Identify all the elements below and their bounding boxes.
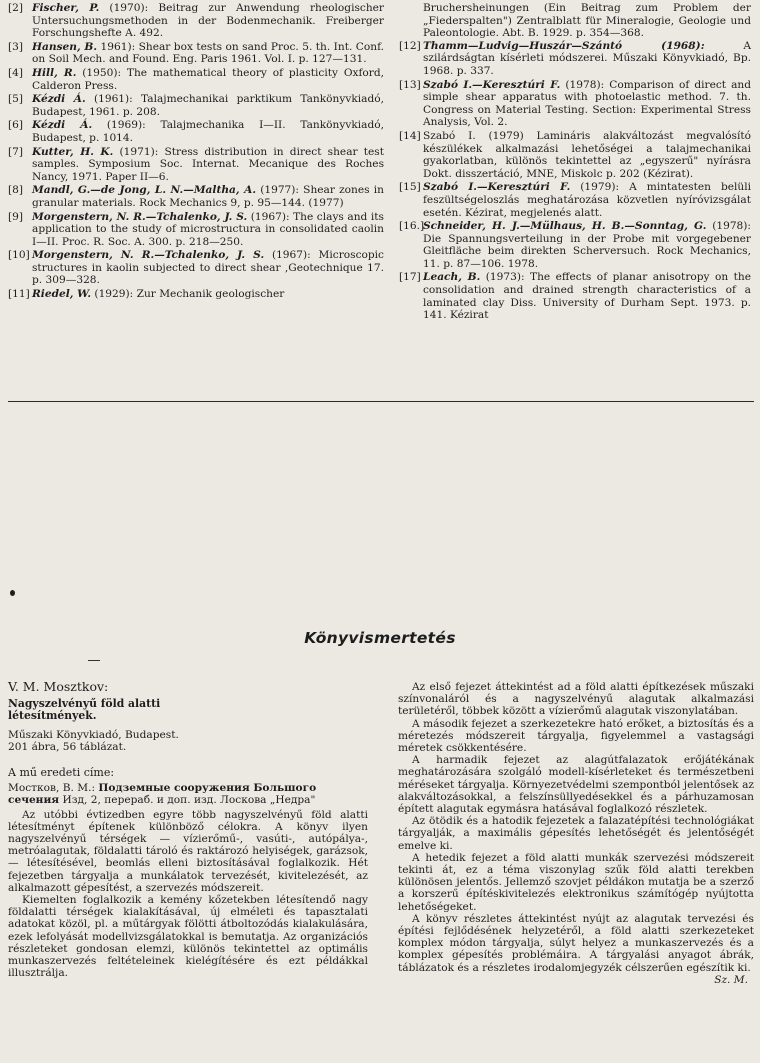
reference-text: [32, 146, 384, 184]
reference-authors: Hill, R.: [32, 66, 77, 79]
reference-authors: Szabó I.—Keresztúri F.: [423, 78, 561, 91]
review-book-meta: [8, 729, 368, 753]
reference-number: [14]: [399, 129, 421, 142]
reference-details: (1967): The clays and its application to the study of microstructura in consolidated caolin I—II. Proc. R. Soc. A. 300. p. 218—250.: [32, 210, 384, 248]
reference-authors: Riedel, W.: [32, 288, 92, 301]
reference-authors: Morgenstern, N. R.—Tchalenko, J. S.: [32, 249, 265, 262]
reference-details: (1967): Microscopic structures in kaolin subjected to direct shear ,Geotechnique 17. p. 309—328.: [32, 249, 384, 287]
review-paragraph: Az utóbbi évtizedben egyre több nagyszelvényű föld alatti létesítményt építenek különböző célokra. A könyv ilyen nagyszelvényű térségek — vízierőmű-, vasúti-, autópálya-, metróalagutak, földalatti tároló és raktározó helyiségek, garázsok, — létesítésével, beomlás elleni biztosításával foglalkozik. Hét fejezetben tárgyalja a munkálatok tervezését, kivitelezését, az alkalmazott gépesítést, a szervezés módszereit.: [8, 808, 368, 894]
reference-details: A szilárdságtan kísérleti módszerei. Műszaki Könyvkiadó, Bp. 1968. p. 337.: [423, 39, 751, 77]
reference-text: [32, 249, 384, 287]
reference-entry: [8, 41, 384, 66]
reference-entry: [399, 181, 751, 219]
reference-number: [2]: [8, 2, 24, 14]
review-publisher: Műszaki Könyvkiadó, Budapest.: [8, 728, 179, 741]
reference-text: [32, 67, 384, 92]
references-right-column: [399, 2, 751, 323]
reference-entry: [8, 93, 384, 118]
reference-number: [12]: [399, 39, 421, 52]
reference-text: [32, 93, 384, 118]
reference-number: [7]: [8, 145, 24, 158]
reference-number: [15]: [399, 181, 421, 194]
original-title-main: Подземные сооружения Большого сечения: [8, 782, 317, 807]
reference-authors: Kézdi Á.: [32, 93, 86, 106]
reference-text: [32, 41, 384, 66]
reference-entry: [8, 2, 384, 40]
review-figures: 201 ábra, 56 táblázat.: [8, 740, 127, 753]
reference-number: [11]: [8, 288, 30, 301]
reference-number: [16.]: [399, 220, 425, 233]
reference-entry: [399, 220, 751, 270]
reference-authors: Hansen, B.: [32, 40, 98, 53]
review-paragraph: A hetedik fejezet a föld alatti munkák szervezési módszereit tekinti át, ez a téma viszonylag szűk föld alatti terekben különösen jelentős. Jellemző szovjet példákon mutatja be a szerző a korszerű építéskivitelezés elektronikus számítógép nyújtotta lehetőségeket.: [398, 851, 754, 913]
reference-authors: Fischer, P.: [32, 2, 100, 14]
reference-entry: [399, 271, 751, 321]
reference-entry: [8, 249, 384, 287]
reference-text: [423, 130, 751, 180]
reference-details: (1973): The effects of planar anisotropy on the consolidation and drained strength characteristics of a laminated clay Diss. University of Durham Sept. 1973. p. 141. Kézirat: [423, 271, 751, 322]
reference-entry: [8, 146, 384, 184]
ink-dot: [10, 590, 15, 596]
ink-dash: [88, 660, 100, 661]
reference-details: (1969): Talajmechanika I—II. Tankönyvkiadó, Budapest, p. 1014.: [32, 119, 384, 144]
review-book-author: V. M. Mosztkov:: [8, 679, 109, 694]
reference-details: 1961): Shear box tests on sand Proc. 5. th. Int. Conf. on Soil Mech. and Found. Eng. Paris 1961. Vol. I. p. 127—131.: [32, 40, 384, 66]
reference-text: [423, 40, 751, 78]
reference-authors: Kutter, H. K.: [32, 145, 114, 158]
reference-entry: [399, 40, 751, 78]
reference-text: [423, 181, 751, 219]
review-paragraph: Az első fejezet áttekintést ad a föld alatti építkezések műszaki színvonaláról és a nagyszelvényű alagutak alkalmazási területéről, többek között a vízierőmű alagutak viszonylatában.: [398, 681, 754, 718]
reference-authors: Szabó I.—Keresztúri F.: [423, 181, 571, 194]
reference-text: [423, 79, 751, 129]
references-left-column: [8, 2, 384, 302]
reference-details: (1970): Beitrag zur Anwendung rheologischer Untersuchungsmethoden in der Bodenmechanik. Freiberger Forschungshefte A. 492.: [32, 2, 384, 40]
reference-entry: [8, 119, 384, 144]
reference-number: [13]: [399, 78, 421, 91]
reference-number: [5]: [8, 93, 24, 106]
review-left-column: [8, 681, 368, 979]
reference-entry: [8, 288, 384, 301]
reference-number: [17]: [399, 271, 421, 284]
reference-authors: Schneider, H. J.—Mülhaus, H. B.—Sonntag, G.: [423, 220, 707, 233]
reference-number: [3]: [8, 40, 24, 53]
reference-entry: [8, 184, 384, 209]
reference-details: (1978): Die Spannungsverteilung in der Probe mit vorgegebener Gleitfläche beim direkten Scherversuch. Rock Mechanics, 11. p. 87—106. 1978.: [423, 220, 751, 270]
review-paragraph: Az ötödik és a hatodik fejezetek a falazatépítési technológiákat tárgyalják, a maximális gépesítés lehetőségét és jelentőségét emelve ki.: [398, 815, 754, 852]
reference-details: Szabó I. (1979) Lamináris alakváltozást megvalósító készülékek alkalmazási lehetőségei a talajmechanikai gyakorlatban, különös tekintettel az „egyszerű" nyírásra Dokt. disszertáció, MNE, Miskolc p. 202 (Kézirat).: [423, 129, 751, 180]
review-paragraph: A könyv részletes áttekintést nyújt az alagutak tervezési és építési fejlődésének helyzetéről, a föld alatti szerkezeteket komplex módon tárgyalja, súlyt helyez a munkaszervezés és a komplex gépesítés problémáira. A tárgyalási anyagot ábrák, táblázatok és a részletes irodalomjegyzék célszerűen egészítik ki.: [398, 912, 754, 974]
reference-authors: Leach, B.: [423, 271, 481, 284]
reference-number: [9]: [8, 210, 24, 223]
review-right-column: [398, 681, 754, 986]
reference-details: (1961): Talajmechanikai parktikum Tankönyvkiadó, Budapest, 1961. p. 208.: [32, 93, 384, 118]
reference-text: [32, 288, 384, 301]
reference-text: [423, 220, 751, 270]
reference-text: [32, 119, 384, 144]
reference-authors: Mandl, G.—de Jong, L. N.—Maltha, A.: [32, 184, 257, 197]
reference-details: (1978): Comparison of direct and simple shear apparatus with photoelastic method. 7. th. Congress on Material Testing. Section: Experimental Stress Analysis, Vol. 2.: [423, 78, 751, 129]
review-paragraph: Kiemelten foglalkozik a kemény kőzetekben létesítendő nagy földalatti térségek kialakításával, új elméleti és tapasztalati adatokat közöl, pl. a műtárgyak fölötti átboltozódás kialakulására, ezek lefolyását modellvizsgálatokkal is bemutatja. Az organizációs részleteket gondosan elemzi, különös tekintettel az optimális munkaszervezés feltételeinek kielégítésére és ezt példákkal illusztrálja.: [8, 894, 368, 980]
reference-authors: Kézdi Á.: [32, 119, 93, 132]
reference-number: [6]: [8, 119, 24, 132]
reference-number: [10]: [8, 249, 30, 262]
reference-entry: [399, 79, 751, 129]
review-book-title: Nagyszelvényű föld alatti létesítmények.: [8, 697, 161, 723]
reference-entry: [8, 211, 384, 249]
original-title-label: A mű eredeti címe:: [8, 766, 115, 780]
reference-number: [8]: [8, 184, 24, 197]
reference-number: [4]: [8, 66, 24, 79]
reference-details: (1971): Stress distribution in direct shear test samples. Symposium Soc. Internat. Mecanique des Roches Nancy, 1971. Paper II—6.: [32, 145, 385, 183]
reference-authors: Morgenstern, N. R.—Tchalenko, J. S.: [32, 210, 248, 223]
reference-continuation: Bruchersheinungen (Ein Beitrag zum Problem der „Fiederspalten") Zentralblatt für Mineralogie, Geologie und Paleontologie. Abt. B. 1929. p. 354—368.: [423, 2, 751, 40]
reference-details: (1929): Zur Mechanik geologischer: [91, 288, 285, 301]
reference-entry: [8, 67, 384, 92]
review-paragraph: A harmadik fejezet az alagútfalazatok erőjátékának meghatározására szolgáló modell-kísérleteket és természetbeni méréseket tárgyalja. Környezetvédelmi szempontból jelentősek az alakváltozásokkal, a felszínsüllyedésekkel és a párhuzamosan épített alagutak egymásra hatásával foglalkozó részletek.: [398, 754, 754, 816]
reference-text: [32, 184, 384, 209]
section-title: Könyvismertetés: [304, 629, 456, 647]
original-title-prefix: Мостков, В. М.:: [8, 782, 99, 795]
reference-details: (1950): The mathematical theory of plasticity Oxford, Calderon Press.: [32, 66, 385, 92]
reference-entry: [399, 130, 751, 180]
review-signature: Sz. M.: [714, 973, 748, 986]
section-divider: [8, 401, 754, 402]
original-title-suffix: Изд, 2, перераб. и доп. изд. Лоскова „Недра": [59, 794, 316, 807]
reference-authors: Thamm—Ludvig—Huszár—Szántó (1968):: [423, 39, 705, 52]
reference-details: (1979): A mintatesten belüli feszültségeloszlás meghatározása közvetlen nyíróvizsgálat esetén. Kézirat, megjelenés alatt.: [423, 181, 751, 219]
original-title: [8, 782, 368, 806]
reference-text: [32, 2, 384, 40]
reference-text: [32, 211, 384, 249]
reference-text: [423, 271, 751, 321]
review-paragraph: A második fejezet a szerkezetekre ható erőket, a biztosítás és a méretezés módszereit tárgyalja, figyelemmel a vastagsági méretek csökkentésére.: [398, 717, 754, 755]
reference-details: (1977): Shear zones in granular materials. Rock Mechanics 9, p. 95—144. (1977): [32, 184, 384, 209]
